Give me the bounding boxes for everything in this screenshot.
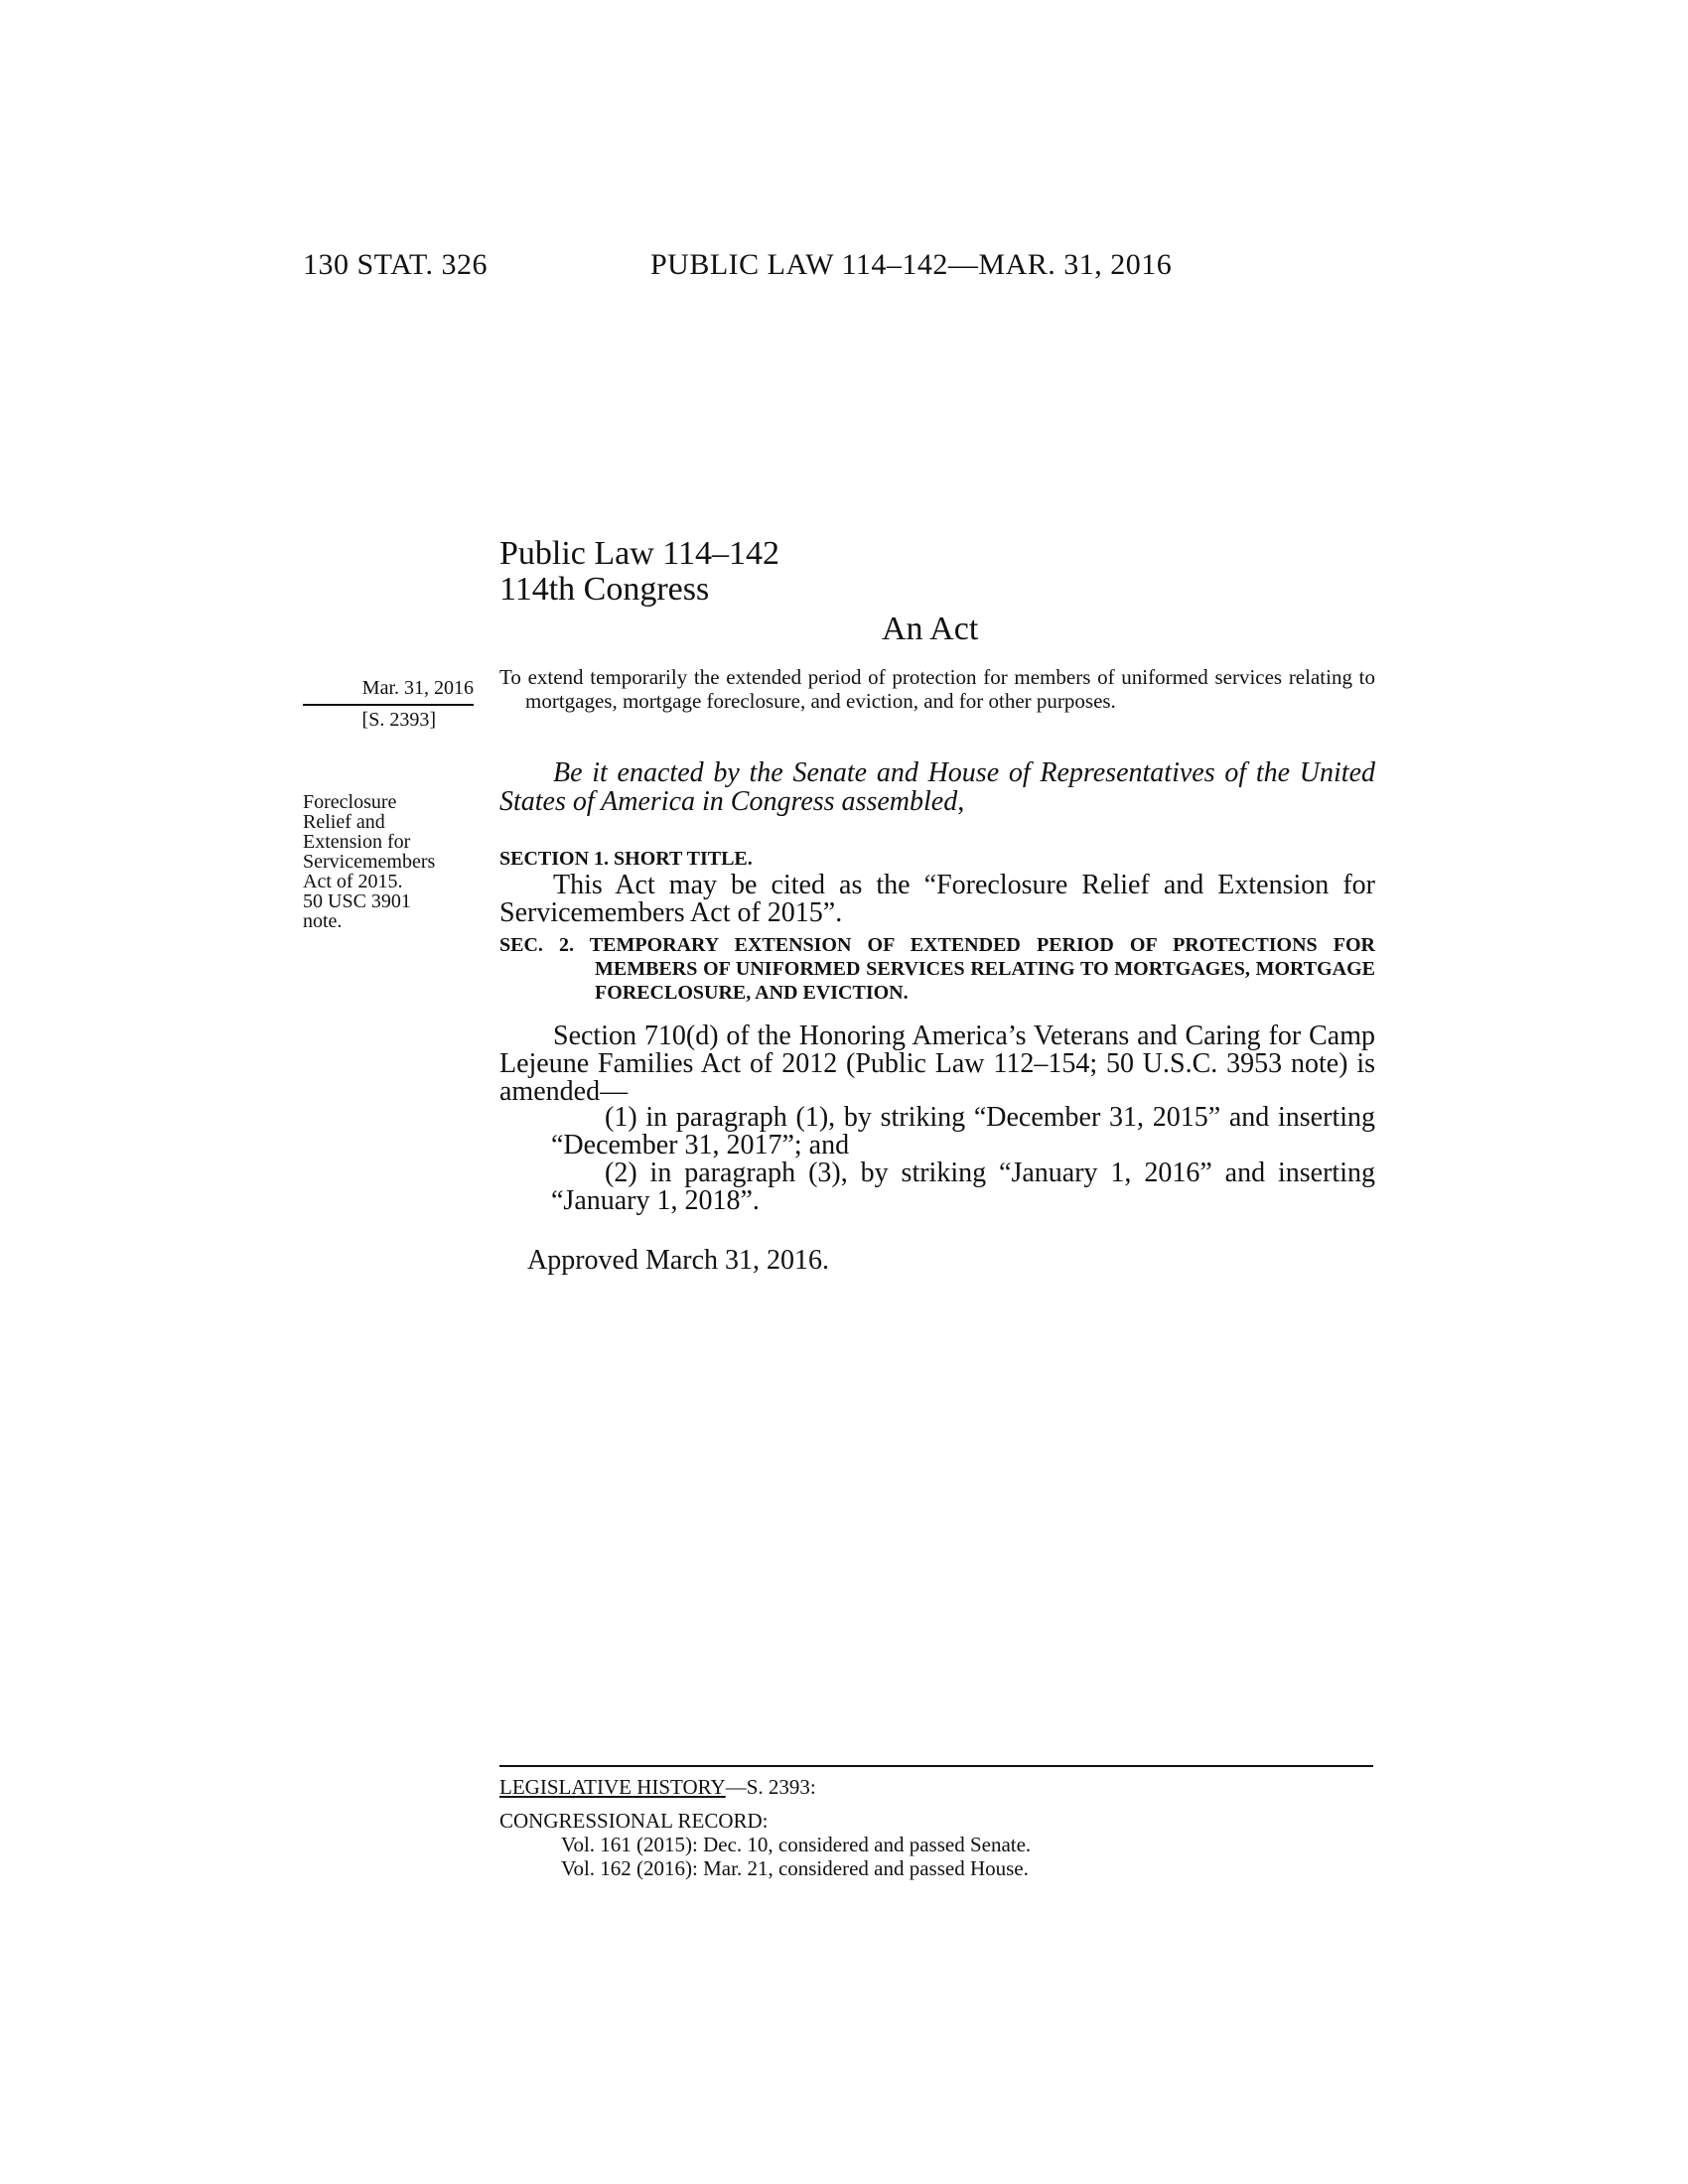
section-2-heading: SEC. 2. TEMPORARY EXTENSION OF EXTENDED PERIOD OF PROTECTIONS FOR MEMBERS OF UNIFORMED SERVICES RELATING TO MORTGAGES, MORTGAGE FORECLOSURE, AND EVICTION.: [499, 934, 1375, 1004]
stat-page-number: 130 STAT. 326: [303, 248, 489, 281]
side-note-line: Relief and: [303, 811, 385, 833]
section-2-paragraph-1: (1) in paragraph (1), by striking “December 31, 2015” and inserting “December 31, 2017”; and: [551, 1102, 1375, 1160]
side-note-line: Foreclosure: [303, 791, 397, 813]
approval-date: Approved March 31, 2016.: [527, 1245, 830, 1276]
record-volume-161: Vol. 161 (2015): Dec. 10, considered and passed Senate.: [561, 1833, 1032, 1856]
section-1-text: This Act may be cited as the “Foreclosure Relief and Extension for Servicemembers Act of 2015”.: [499, 870, 1375, 928]
margin-side-note: [303, 792, 482, 931]
congressional-record-label: CONGRESSIONAL RECORD:: [499, 1809, 769, 1833]
side-note-line: note.: [303, 910, 343, 932]
law-number: Public Law 114–142: [499, 535, 780, 572]
record-volume-162: Vol. 162 (2016): Mar. 21, considered and passed House.: [561, 1856, 1029, 1880]
side-note-line: Servicemembers: [303, 851, 436, 873]
side-note-line: Extension for: [303, 831, 411, 853]
side-note-line: 50 USC 3901: [303, 890, 411, 912]
section-1-heading: SECTION 1. SHORT TITLE.: [499, 848, 753, 870]
margin-bill-number: [S. 2393]: [361, 709, 436, 731]
act-heading: An Act: [882, 611, 979, 647]
margin-divider: [303, 704, 474, 706]
side-note-line: Act of 2015.: [303, 871, 403, 892]
enacting-clause: Be it enacted by the Senate and House of Representatives of the United States of America in Congress assembled,: [499, 757, 1375, 817]
legislative-history-bill: —S. 2393:: [725, 1775, 816, 1799]
legislative-history: [499, 1775, 816, 1799]
section-2-text: Section 710(d) of the Honoring America’s Veterans and Caring for Camp Lejeune Families Act of 2012 (Public Law 112–154; 50 U.S.C. 3953 note) is amended—: [499, 1021, 1375, 1107]
margin-date: Mar. 31, 2016: [361, 677, 474, 699]
footnote-divider: [499, 1765, 1373, 1767]
legislative-history-label: LEGISLATIVE HISTORY: [499, 1775, 726, 1799]
act-purpose: To extend temporarily the extended period of protection for members of uniformed services relating to mortgages, mortgage foreclosure, and eviction, and for other purposes.: [499, 665, 1375, 713]
congress-label: 114th Congress: [499, 571, 710, 608]
running-header-title: PUBLIC LAW 114–142—MAR. 31, 2016: [650, 248, 1173, 281]
section-2-paragraph-2: (2) in paragraph (3), by striking “January 1, 2016” and inserting “January 1, 2018”.: [551, 1158, 1375, 1216]
